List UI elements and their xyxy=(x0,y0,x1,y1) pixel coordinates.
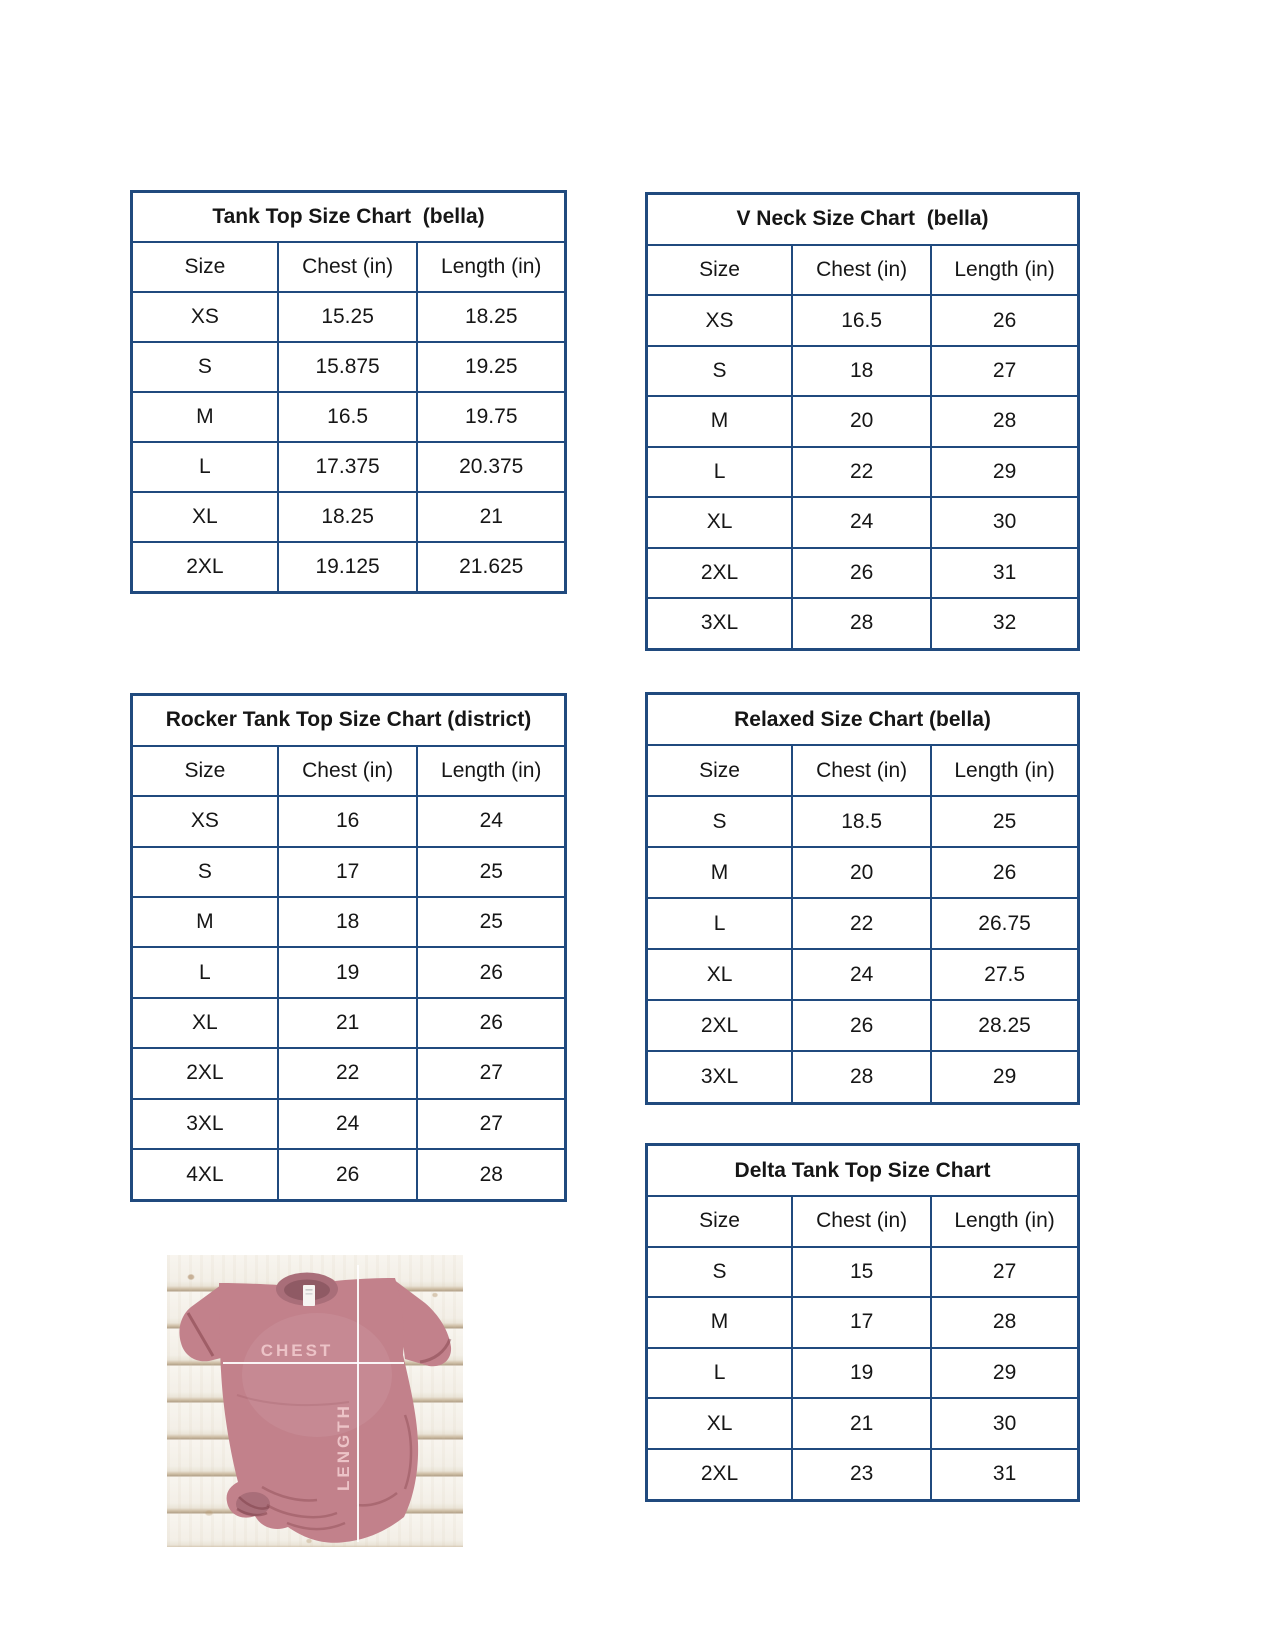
table-cell: 29 xyxy=(931,1051,1078,1103)
table-cell: 3XL xyxy=(647,1051,793,1103)
table-cell: 29 xyxy=(931,1348,1078,1399)
table-cell: 17 xyxy=(278,847,418,897)
table-cell: 18.25 xyxy=(278,492,418,542)
table-row xyxy=(647,598,1079,650)
table-cell: 18.5 xyxy=(792,796,931,847)
table-cell: 3XL xyxy=(132,1099,278,1149)
tag-print xyxy=(306,1289,313,1291)
tank-top-table xyxy=(130,190,567,594)
table-cell: XS xyxy=(647,295,793,345)
table-cell: 25 xyxy=(931,796,1078,847)
table-cell: 28 xyxy=(417,1149,565,1201)
table-cell: 21 xyxy=(792,1398,931,1449)
delta-tank-top-table xyxy=(645,1143,1080,1502)
table-cell: 18 xyxy=(792,346,931,396)
column-header: Chest (in) xyxy=(278,746,418,796)
column-header: Length (in) xyxy=(417,746,565,796)
table-title: Relaxed Size Chart (bella) xyxy=(647,694,1079,746)
table-cell: 24 xyxy=(278,1099,418,1149)
relaxed-size-chart xyxy=(645,692,1080,1105)
table-cell: M xyxy=(132,392,278,442)
table-cell: 3XL xyxy=(647,598,793,650)
table-row xyxy=(647,1398,1079,1449)
table-cell: 28 xyxy=(931,1297,1078,1348)
tank-top-size-chart xyxy=(130,190,567,594)
table-cell: 24 xyxy=(417,796,565,846)
table-cell: L xyxy=(132,947,278,997)
table-cell: XL xyxy=(132,998,278,1048)
relaxed-table xyxy=(645,692,1080,1105)
table-cell: 15 xyxy=(792,1247,931,1298)
table-cell: 19.75 xyxy=(417,392,565,442)
table-cell: 26 xyxy=(792,1000,931,1051)
neck-label-tag xyxy=(303,1285,315,1306)
chest-label: CHEST xyxy=(260,1341,334,1360)
table-cell: 26 xyxy=(931,847,1078,898)
table-row xyxy=(132,897,566,947)
table-cell: 30 xyxy=(931,497,1078,547)
table-cell: XL xyxy=(647,497,793,547)
table-row xyxy=(647,1348,1079,1399)
table-row xyxy=(647,1449,1079,1501)
column-header: Length (in) xyxy=(931,1196,1078,1247)
table-row xyxy=(647,396,1079,446)
table-header-row xyxy=(647,1196,1079,1247)
table-row xyxy=(647,447,1079,497)
table-cell: XL xyxy=(647,1398,793,1449)
column-header: Chest (in) xyxy=(278,242,418,292)
table-title: Rocker Tank Top Size Chart (district) xyxy=(132,695,566,746)
table-cell: 20 xyxy=(792,396,931,446)
table-row xyxy=(647,898,1079,949)
table-cell: 2XL xyxy=(647,548,793,598)
table-cell: 22 xyxy=(792,898,931,949)
table-cell: M xyxy=(132,897,278,947)
table-title: V Neck Size Chart (bella) xyxy=(647,194,1079,245)
table-header-row xyxy=(132,746,566,796)
table-cell: 28 xyxy=(792,1051,931,1103)
table-cell: 18 xyxy=(278,897,418,947)
table-header-row xyxy=(132,242,566,292)
table-cell: 15.25 xyxy=(278,292,418,342)
table-row xyxy=(647,847,1079,898)
rocker-tank-top-size-chart xyxy=(130,693,567,1202)
table-cell: 22 xyxy=(792,447,931,497)
table-cell: 16.5 xyxy=(278,392,418,442)
tag-print xyxy=(306,1293,313,1295)
table-cell: L xyxy=(647,1348,793,1399)
table-cell: 26.75 xyxy=(931,898,1078,949)
table-row xyxy=(132,1048,566,1098)
table-cell: 20 xyxy=(792,847,931,898)
column-header: Chest (in) xyxy=(792,745,931,796)
table-cell: L xyxy=(647,898,793,949)
column-header: Size xyxy=(647,745,793,796)
column-header: Size xyxy=(647,1196,793,1247)
table-cell: XL xyxy=(647,949,793,1000)
table-row xyxy=(132,998,566,1048)
table-cell: 25 xyxy=(417,897,565,947)
table-cell: M xyxy=(647,1297,793,1348)
table-row xyxy=(132,542,566,593)
table-cell: 27 xyxy=(931,1247,1078,1298)
column-header: Size xyxy=(132,746,278,796)
column-header: Length (in) xyxy=(417,242,565,292)
table-title-row xyxy=(132,695,566,746)
table-row xyxy=(132,392,566,442)
table-cell: XS xyxy=(132,796,278,846)
column-header: Size xyxy=(647,245,793,295)
table-cell: 28 xyxy=(931,396,1078,446)
table-cell: 24 xyxy=(792,949,931,1000)
length-label: LENGTH xyxy=(334,1403,353,1491)
table-row xyxy=(647,1247,1079,1298)
table-row xyxy=(132,1099,566,1149)
table-cell: 17.375 xyxy=(278,442,418,492)
table-cell: 32 xyxy=(931,598,1078,650)
table-cell: M xyxy=(647,396,793,446)
table-row xyxy=(647,548,1079,598)
table-title-row xyxy=(132,192,566,243)
column-header: Chest (in) xyxy=(792,245,931,295)
table-cell: 2XL xyxy=(647,1449,793,1501)
table-cell: 21 xyxy=(417,492,565,542)
table-cell: 26 xyxy=(931,295,1078,345)
table-cell: S xyxy=(647,796,793,847)
table-cell: 4XL xyxy=(132,1149,278,1201)
table-cell: 24 xyxy=(792,497,931,547)
table-row xyxy=(647,497,1079,547)
table-cell: XS xyxy=(132,292,278,342)
rocker-tank-top-table xyxy=(130,693,567,1202)
table-cell: S xyxy=(647,1247,793,1298)
table-header-row xyxy=(647,245,1079,295)
table-cell: 29 xyxy=(931,447,1078,497)
table-row xyxy=(647,949,1079,1000)
table-title-row xyxy=(647,1145,1079,1197)
table-row xyxy=(132,947,566,997)
delta-tank-top-size-chart xyxy=(645,1143,1080,1502)
column-header: Length (in) xyxy=(931,745,1078,796)
table-row xyxy=(132,342,566,392)
table-cell: 15.875 xyxy=(278,342,418,392)
column-header: Chest (in) xyxy=(792,1196,931,1247)
table-cell: 26 xyxy=(278,1149,418,1201)
table-cell: 26 xyxy=(792,548,931,598)
table-row xyxy=(647,1051,1079,1103)
table-cell: 26 xyxy=(417,998,565,1048)
column-header: Length (in) xyxy=(931,245,1078,295)
table-cell: 16.5 xyxy=(792,295,931,345)
table-cell: M xyxy=(647,847,793,898)
table-cell: 23 xyxy=(792,1449,931,1501)
table-cell: XL xyxy=(132,492,278,542)
fabric-highlight xyxy=(242,1313,392,1437)
table-cell: 22 xyxy=(278,1048,418,1098)
table-cell: S xyxy=(132,342,278,392)
table-cell: 28 xyxy=(792,598,931,650)
tshirt-measurement-photo xyxy=(167,1255,463,1547)
table-cell: S xyxy=(647,346,793,396)
table-cell: 2XL xyxy=(132,542,278,593)
table-row xyxy=(647,346,1079,396)
table-cell: 25 xyxy=(417,847,565,897)
table-cell: 19 xyxy=(792,1348,931,1399)
table-row xyxy=(647,796,1079,847)
table-row xyxy=(132,442,566,492)
table-cell: 21 xyxy=(278,998,418,1048)
table-cell: 20.375 xyxy=(417,442,565,492)
table-cell: 19.25 xyxy=(417,342,565,392)
table-cell: 16 xyxy=(278,796,418,846)
table-cell: 2XL xyxy=(132,1048,278,1098)
table-cell: 21.625 xyxy=(417,542,565,593)
tshirt-illustration xyxy=(167,1255,463,1547)
table-cell: 31 xyxy=(931,548,1078,598)
table-cell: 31 xyxy=(931,1449,1078,1501)
table-row xyxy=(132,796,566,846)
table-cell: 27.5 xyxy=(931,949,1078,1000)
table-row xyxy=(647,1297,1079,1348)
table-title-row xyxy=(647,194,1079,245)
table-cell: 27 xyxy=(417,1048,565,1098)
table-cell: 19 xyxy=(278,947,418,997)
v-neck-table xyxy=(645,192,1080,651)
table-cell: 2XL xyxy=(647,1000,793,1051)
table-cell: 26 xyxy=(417,947,565,997)
table-row xyxy=(132,847,566,897)
table-header-row xyxy=(647,745,1079,796)
v-neck-size-chart xyxy=(645,192,1080,651)
table-cell: 19.125 xyxy=(278,542,418,593)
column-header: Size xyxy=(132,242,278,292)
table-cell: 28.25 xyxy=(931,1000,1078,1051)
table-row xyxy=(647,1000,1079,1051)
table-row xyxy=(132,492,566,542)
table-cell: 27 xyxy=(417,1099,565,1149)
table-cell: L xyxy=(132,442,278,492)
table-row xyxy=(132,292,566,342)
table-cell: S xyxy=(132,847,278,897)
table-row xyxy=(647,295,1079,345)
table-cell: 30 xyxy=(931,1398,1078,1449)
table-cell: 27 xyxy=(931,346,1078,396)
table-title: Delta Tank Top Size Chart xyxy=(647,1145,1079,1197)
table-cell: 18.25 xyxy=(417,292,565,342)
table-title-row xyxy=(647,694,1079,746)
table-cell: L xyxy=(647,447,793,497)
table-cell: 17 xyxy=(792,1297,931,1348)
table-title: Tank Top Size Chart (bella) xyxy=(132,192,566,243)
table-row xyxy=(132,1149,566,1201)
